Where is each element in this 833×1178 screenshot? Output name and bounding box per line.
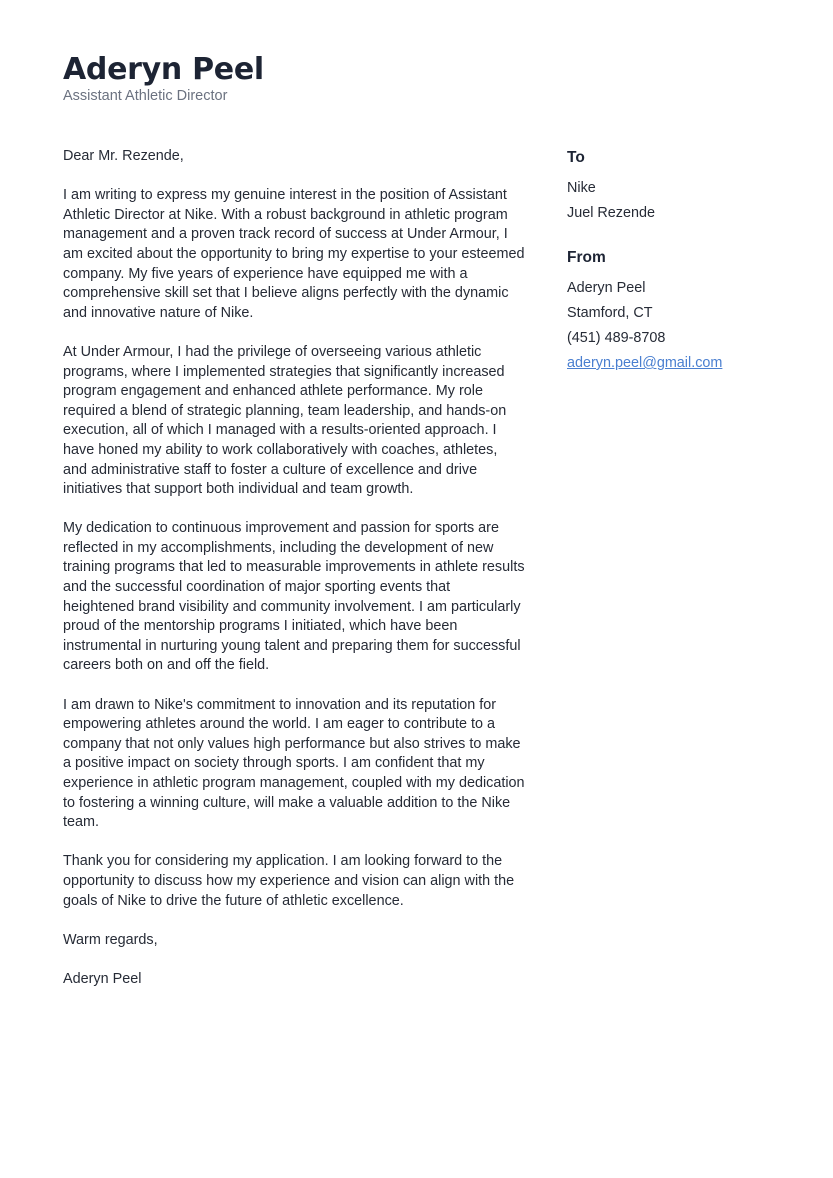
letter-signature: Aderyn Peel bbox=[63, 970, 142, 987]
sender-location: Stamford, CT bbox=[567, 305, 653, 321]
from-heading: From bbox=[567, 249, 606, 266]
letter-header bbox=[63, 52, 264, 105]
contact-sidebar bbox=[567, 148, 787, 398]
recipient-section bbox=[567, 148, 787, 226]
applicant-title: Assistant Athletic Director bbox=[63, 88, 228, 104]
letter-paragraph: I am drawn to Nike's commitment to innovation and its reputation for empowering athletes around the world. I am eager to contribute to a company that not only values high performance but also strives to make a positive impact on society through sports. I am confident that my experience in athletic program management, coupled with my dedication to fostering a winning culture, will make a valuable addition to the Nike team. bbox=[63, 696, 525, 831]
sender-section bbox=[567, 248, 787, 376]
sender-phone: (451) 489-8708 bbox=[567, 330, 666, 346]
letter-paragraph: At Under Armour, I had the privilege of overseeing various athletic programs, where I implemented strategies that significantly increased program engagement and enhanced athlete performance. My role required a blend of strategic planning, team leadership, and hands-on execution, all of which I managed with a results-oriented approach. I have honed my ability to work collaboratively with coaches, athletes, and administrative staff to foster a culture of excellence and drive initiatives that support both individual and team growth. bbox=[63, 343, 507, 498]
letter-paragraph: My dedication to continuous improvement and passion for sports are reflected in my accomplishments, including the development of new training programs that led to measurable improvements in athlete results and the successful coordination of major sporting events that heightened brand visibility and community involvement. I am particularly proud of the mentorship programs I initiated, which have been instrumental in nurturing young talent and preparing them for successful careers both on and off the field. bbox=[63, 520, 525, 674]
recipient-company: Nike bbox=[567, 180, 596, 196]
letter-greeting: Dear Mr. Rezende, bbox=[63, 148, 184, 164]
to-heading: To bbox=[567, 149, 585, 166]
letter-paragraph: Thank you for considering my application. I am looking forward to the opportunity to discuss how my experience and vision can align with the goals of Nike to drive the future of athletic excellence. bbox=[63, 853, 515, 909]
letter-closing: Warm regards, bbox=[63, 931, 158, 948]
sender-email-link[interactable]: aderyn.peel@gmail.com bbox=[567, 355, 723, 371]
applicant-name: Aderyn Peel bbox=[63, 52, 264, 87]
sender-name: Aderyn Peel bbox=[567, 280, 646, 296]
letter-body bbox=[63, 147, 525, 1009]
letter-paragraph: I am writing to express my genuine interest in the position of Assistant Athletic Director at Nike. With a robust background in athletic program management and a proven track record of success at Under Armour, I am excited about the opportunity to bring my expertise to your esteemed company. My five years of experience have equipped me with a comprehensive skill set that I believe aligns perfectly with the dynamic and innovative nature of Nike. bbox=[63, 187, 525, 321]
recipient-name: Juel Rezende bbox=[567, 205, 656, 221]
